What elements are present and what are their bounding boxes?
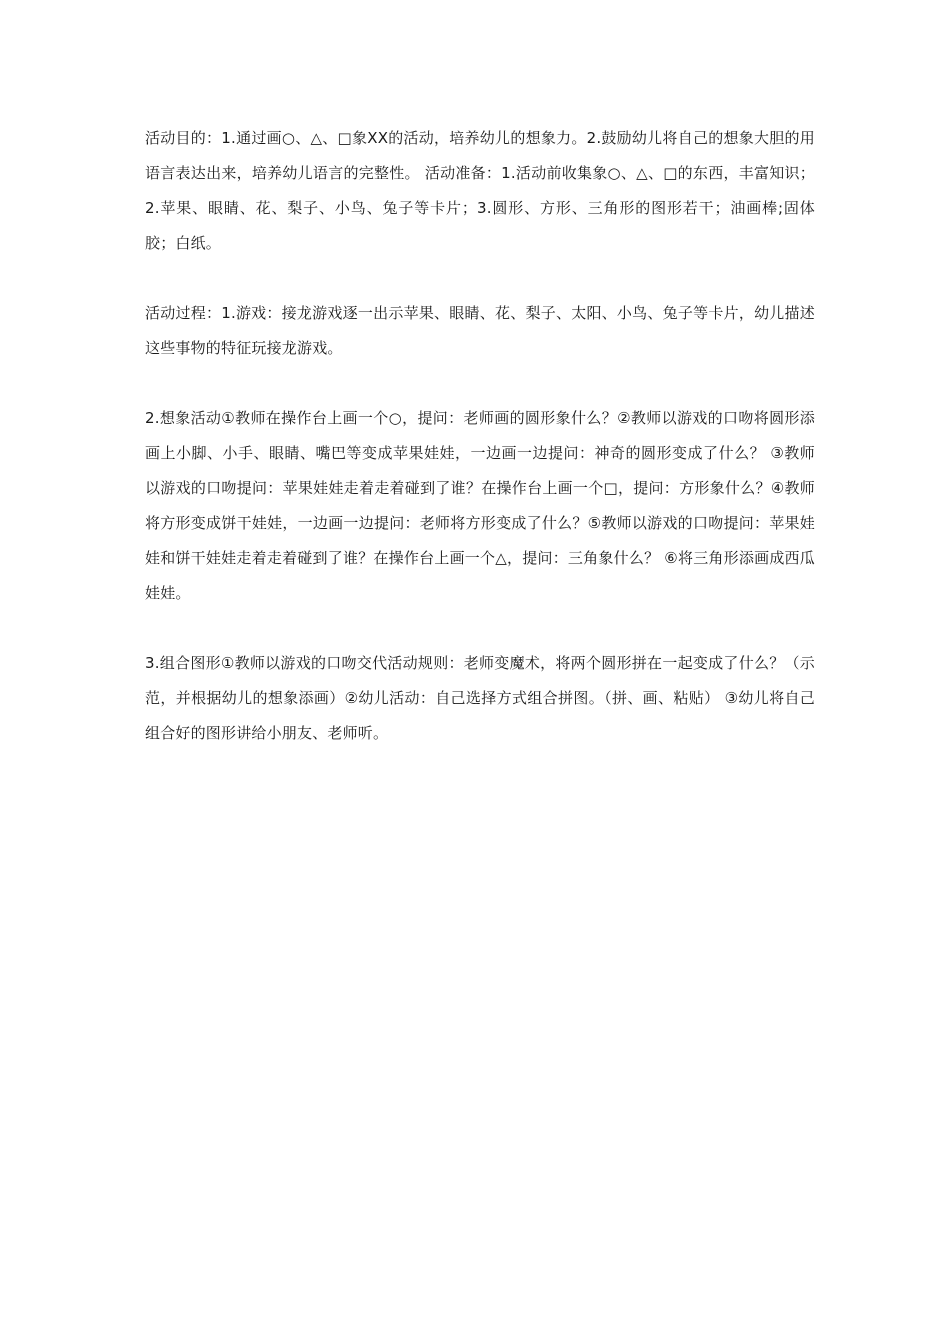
paragraph-combine-shapes: 3.组合图形①教师以游戏的口吻交代活动规则：老师变魔术，将两个圆形拼在一起变成了什么？（示范，并根据幼儿的想象添画）②幼儿活动：自己选择方式组合拼图。（拼、画、粘贴） ③幼儿将自己组合好的图形讲给小朋友、老师听。 — [145, 654, 815, 742]
paragraph-spacer — [145, 261, 815, 296]
paragraph-spacer — [145, 611, 815, 646]
paragraph-goals-preparation: 活动目的：1.通过画○、△、□象XX的活动，培养幼儿的想象力。2.鼓励幼儿将自己的想象大胆的用语言表达出来，培养幼儿语言的完整性。 活动准备：1.活动前收集象○、△、□的东西，丰富知识；2.苹果、眼睛、花、梨子、小鸟、兔子等卡片；3.圆形、方形、三角形的图形若干；油画棒;固体胶；白纸。 — [145, 129, 815, 252]
paragraph-process-game: 活动过程：1.游戏：接龙游戏逐一出示苹果、眼睛、花、梨子、太阳、小鸟、兔子等卡片，幼儿描述这些事物的特征玩接龙游戏。 — [145, 304, 815, 357]
document-body — [145, 121, 815, 751]
paragraph-spacer — [145, 366, 815, 401]
paragraph-imagination-activity: 2.想象活动①教师在操作台上画一个○，提问：老师画的圆形象什么？②教师以游戏的口吻将圆形添画上小脚、小手、眼睛、嘴巴等变成苹果娃娃，一边画一边提问：神奇的圆形变成了什么？ ③教师以游戏的口吻提问：苹果娃娃走着走着碰到了谁？在操作台上画一个□，提问：方形象什么？④教师将方形变成饼干娃娃，一边画一边提问：老师将方形变成了什么？⑤教师以游戏的口吻提问：苹果娃娃和饼干娃娃走着走着碰到了谁？在操作台上画一个△，提问：三角象什么？ ⑥将三角形添画成西瓜娃娃。 — [145, 409, 815, 602]
